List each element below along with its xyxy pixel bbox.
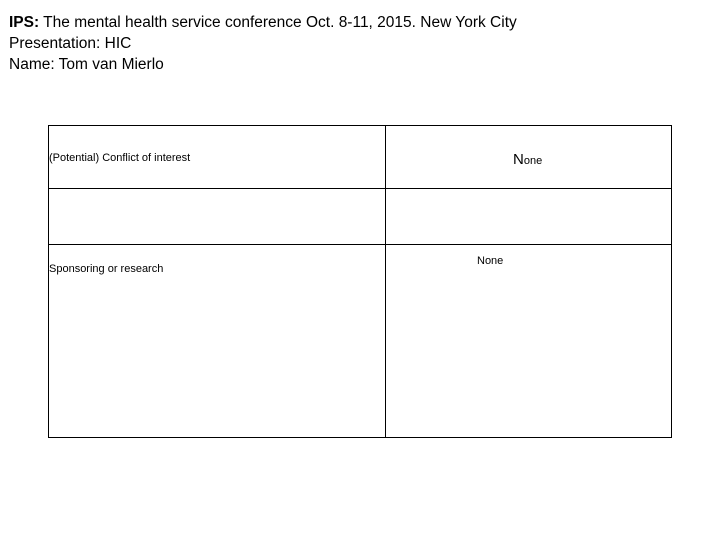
disclosure-table (48, 125, 672, 438)
presenter-name-line: Name: Tom van Mierlo (9, 56, 164, 73)
presentation-line: Presentation: HIC (9, 35, 132, 52)
conference-title: The mental health service conference Oct. 8-11, 2015. New York City (39, 14, 517, 31)
slide-header (9, 12, 517, 75)
sponsoring-value: None (477, 255, 504, 267)
ips-label: IPS: (9, 14, 40, 31)
table-row-divider (49, 188, 671, 189)
table-column-divider (385, 126, 386, 437)
conflict-of-interest-value (513, 153, 542, 168)
table-row-divider (49, 244, 671, 245)
conflict-value-first-letter: N (513, 151, 524, 168)
conference-line (9, 12, 517, 33)
sponsoring-label: Sponsoring or research (49, 263, 164, 275)
conflict-of-interest-label: (Potential) Conflict of interest (49, 152, 191, 164)
conflict-value-rest: one (523, 155, 543, 167)
